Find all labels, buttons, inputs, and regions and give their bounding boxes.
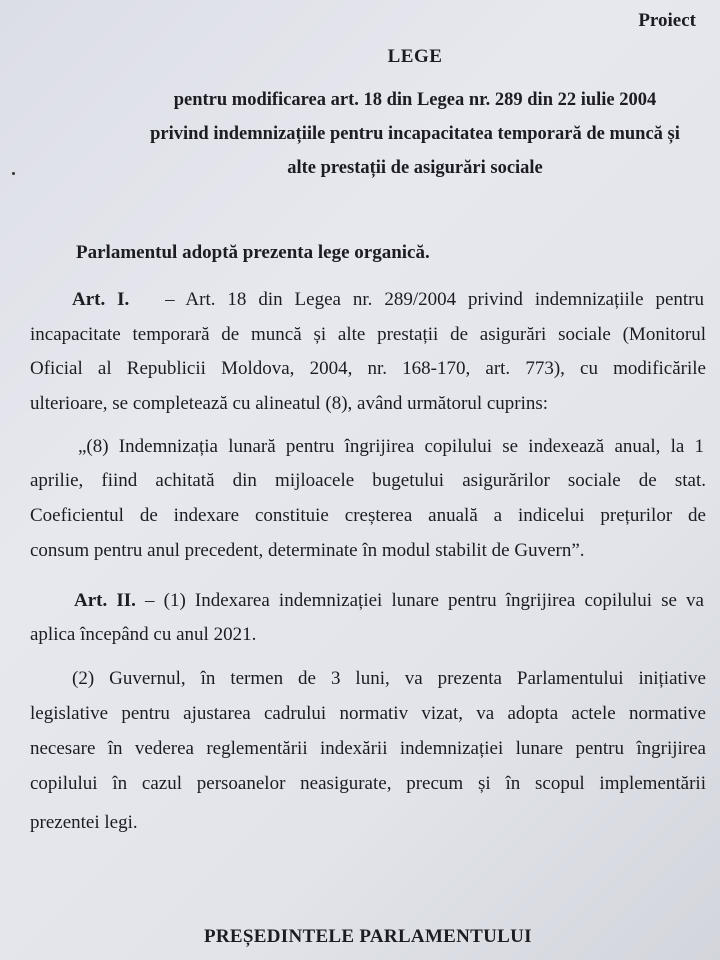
- art1-line-3: Oficial al Republicii Moldova, 2004, nr. 168-170, art. 773), cu modificările: [30, 358, 706, 379]
- art1-line-4: ulterioare, se completează cu alineatul (8), având următorul cuprins:: [30, 393, 549, 414]
- art2-first-line: [74, 590, 704, 612]
- art2-heading: Art. II.: [74, 590, 136, 611]
- margin-dot: [12, 172, 15, 175]
- para2-line-3: necesare în vederea reglementării indexării indemnizației lunare pentru îngrijirea: [30, 738, 706, 759]
- para2-line-5: prezentei legi.: [30, 812, 138, 833]
- quote-line-4: consum pentru anul precedent, determinate în modul stabilit de Guvern”.: [30, 540, 585, 561]
- art1-heading: Art. I.: [72, 289, 130, 310]
- signature-title: PREȘEDINTELE PARLAMENTULUI: [204, 926, 532, 947]
- law-title: LEGE: [387, 46, 443, 67]
- law-subtitle-line-1: pentru modificarea art. 18 din Legea nr. 289 din 22 iulie 2004: [173, 90, 657, 110]
- para2-line-2: legislative pentru ajustarea cadrului normativ vizat, va adopta actele normative: [30, 703, 706, 724]
- art1-line-2: incapacitate temporară de muncă și alte prestații de asigurări sociale (Monitorul: [30, 324, 706, 345]
- art1-text-start: – Art. 18 din Legea nr. 289/2004 privind indemnizațiile pentru: [165, 289, 704, 310]
- law-subtitle-line-3: alte prestații de asigurări sociale: [287, 158, 543, 178]
- art2-text-start: – (1) Indexarea indemnizației lunare pentru îngrijirea copilului se va: [145, 590, 704, 611]
- quote-line-1: „(8) Indemnizația lunară pentru îngrijirea copilului se indexează anual, la 1: [78, 436, 704, 457]
- para2-line-4: copilului în cazul persoanelor neasigurate, precum și în scopul implementării: [30, 773, 706, 794]
- art1-first-line: [72, 289, 704, 311]
- art2-line-2: aplica începând cu anul 2021.: [30, 624, 257, 645]
- quote-line-2: aprilie, fiind achitată din mijloacele bugetului asigurărilor sociale de stat.: [30, 470, 706, 491]
- project-label: Proiect: [638, 10, 696, 31]
- para2-line-1: (2) Guvernul, în termen de 3 luni, va prezenta Parlamentului inițiative: [72, 668, 706, 689]
- adoption-statement: Parlamentul adoptă prezenta lege organică.: [76, 242, 430, 263]
- quote-line-3: Coeficientul de indexare constituie creșterea anuală a indicelui prețurilor de: [30, 505, 706, 526]
- law-subtitle-line-2: privind indemnizațiile pentru incapacitatea temporară de muncă și: [150, 124, 680, 144]
